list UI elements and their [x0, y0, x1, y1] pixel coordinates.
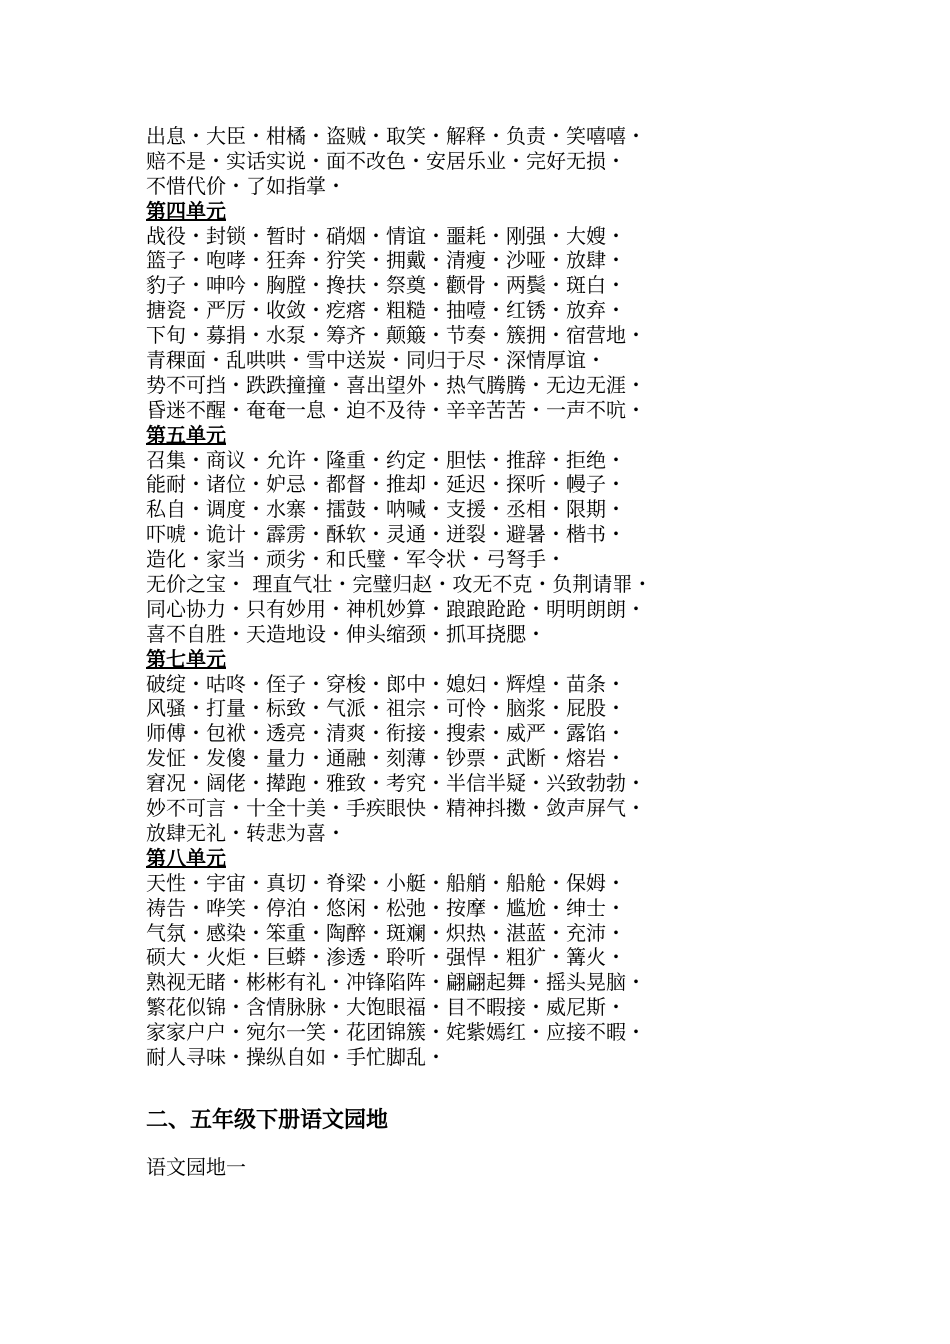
unit-block: [146, 846, 846, 1070]
vocabulary-line: 放肆无礼・转悲为喜・: [146, 820, 346, 845]
vocabulary-line: 发怔・发傻・量力・通融・刻薄・钞票・武断・熔岩・: [146, 746, 626, 771]
vocabulary-line: 私自・调度・水寨・擂鼓・呐喊・支援・丞相・限期・: [146, 497, 626, 522]
unit-block: [146, 647, 846, 846]
vocabulary-line: 出息・大臣・柑橘・盗贼・取笑・解释・负责・笑嘻嘻・: [146, 124, 646, 148]
vocabulary-line: 硕大・火炬・巨蟒・渗透・聆听・强悍・粗犷・篝火・: [146, 945, 626, 970]
vocabulary-line: 召集・商议・允许・隆重・约定・胆怯・推辞・拒绝・: [146, 447, 626, 472]
vocabulary-line: 豹子・呻吟・胸膛・搀扶・祭奠・颧骨・两鬓・斑白・: [146, 273, 626, 298]
vocabulary-line: 搪瓷・严厉・收敛・疙瘩・粗糙・抽噎・红锈・放弃・: [146, 298, 626, 323]
vocabulary-line: 家家户户・宛尔一笑・花团锦簇・姹紫嫣红・应接不暇・: [146, 1020, 646, 1045]
vocabulary-line: 青稞面・乱哄哄・雪中送炭・同归于尽・深情厚谊・: [146, 348, 606, 373]
vocabulary-line: 熟视无睹・彬彬有礼・冲锋陷阵・翩翩起舞・摇头晃脑・: [146, 970, 646, 995]
unit-heading: 第四单元: [146, 198, 226, 223]
vocabulary-line: 祷告・哗笑・停泊・悠闲・松弛・按摩・尴尬・绅士・: [146, 895, 626, 920]
vocabulary-line: 吓唬・诡计・霹雳・酥软・灵通・迸裂・避暑・楷书・: [146, 522, 626, 547]
vocabulary-line: 造化・家当・顽劣・和氏璧・军令状・弓弩手・: [146, 547, 566, 572]
vocabulary-line: 篮子・咆哮・狂奔・狞笑・拥戴・清瘦・沙哑・放肆・: [146, 248, 626, 273]
document-page: [146, 124, 846, 1180]
vocabulary-line: 耐人寻味・操纵自如・手忙脚乱・: [146, 1044, 446, 1069]
vocabulary-line: 能耐・诸位・妒忌・都督・推却・延迟・探听・幔子・: [146, 472, 626, 497]
vocabulary-units: [146, 124, 846, 1070]
vocabulary-line: 喜不自胜・天造地设・伸头缩颈・抓耳挠腮・: [146, 621, 546, 646]
vocabulary-line: 妙不可言・十全十美・手疾眼快・精神抖擞・敛声屏气・: [146, 796, 646, 821]
vocabulary-line: 战役・封锁・暂时・硝烟・情谊・噩耗・刚强・大嫂・: [146, 223, 626, 248]
vocabulary-line: 同心协力・只有妙用・神机妙算・踉踉跄跄・明明朗朗・: [146, 596, 646, 621]
vocabulary-line: 昏迷不醒・奄奄一息・迫不及待・辛辛苦苦・一声不吭・: [146, 397, 646, 422]
unit-heading: 第八单元: [146, 845, 226, 870]
unit-heading: 第七单元: [146, 646, 226, 671]
vocabulary-line: 下旬・募捐・水泵・筹齐・颠簸・节奏・簇拥・宿营地・: [146, 323, 646, 348]
vocabulary-line: 师傅・包袱・透亮・清爽・衔接・搜索・威严・露馅・: [146, 721, 626, 746]
vocabulary-line: 赔不是・实话实说・面不改色・安居乐业・完好无损・: [146, 148, 626, 173]
unit-block: [146, 423, 846, 647]
unit-heading: 第五单元: [146, 422, 226, 447]
vocabulary-line: 无价之宝・ 理直气壮・完璧归赵・攻无不克・负荆请罪・: [146, 572, 653, 597]
vocabulary-line: 破绽・咕咚・侄子・穿梭・郎中・媳妇・辉煌・苗条・: [146, 671, 626, 696]
sub-title: 语文园地一: [146, 1154, 246, 1179]
unit-block: [146, 124, 846, 199]
vocabulary-line: 天性・宇宙・真切・脊梁・小艇・船艄・船舱・保姆・: [146, 870, 626, 895]
vocabulary-line: 窘况・阔佬・撵跑・雅致・考究・半信半疑・兴致勃勃・: [146, 771, 646, 796]
vocabulary-line: 势不可挡・跌跌撞撞・喜出望外・热气腾腾・无边无涯・: [146, 372, 646, 397]
unit-block: [146, 199, 846, 423]
vocabulary-line: 风骚・打量・标致・气派・祖宗・可怜・脑浆・屁股・: [146, 696, 626, 721]
vocabulary-line: 繁花似锦・含情脉脉・大饱眼福・目不暇接・威尼斯・: [146, 995, 626, 1020]
section-title: 二、五年级下册语文园地: [146, 1106, 389, 1133]
vocabulary-line: 不惜代价・了如指掌・: [146, 173, 346, 198]
vocabulary-line: 气氛・感染・笨重・陶醉・斑斓・炽热・湛蓝・充沛・: [146, 920, 626, 945]
